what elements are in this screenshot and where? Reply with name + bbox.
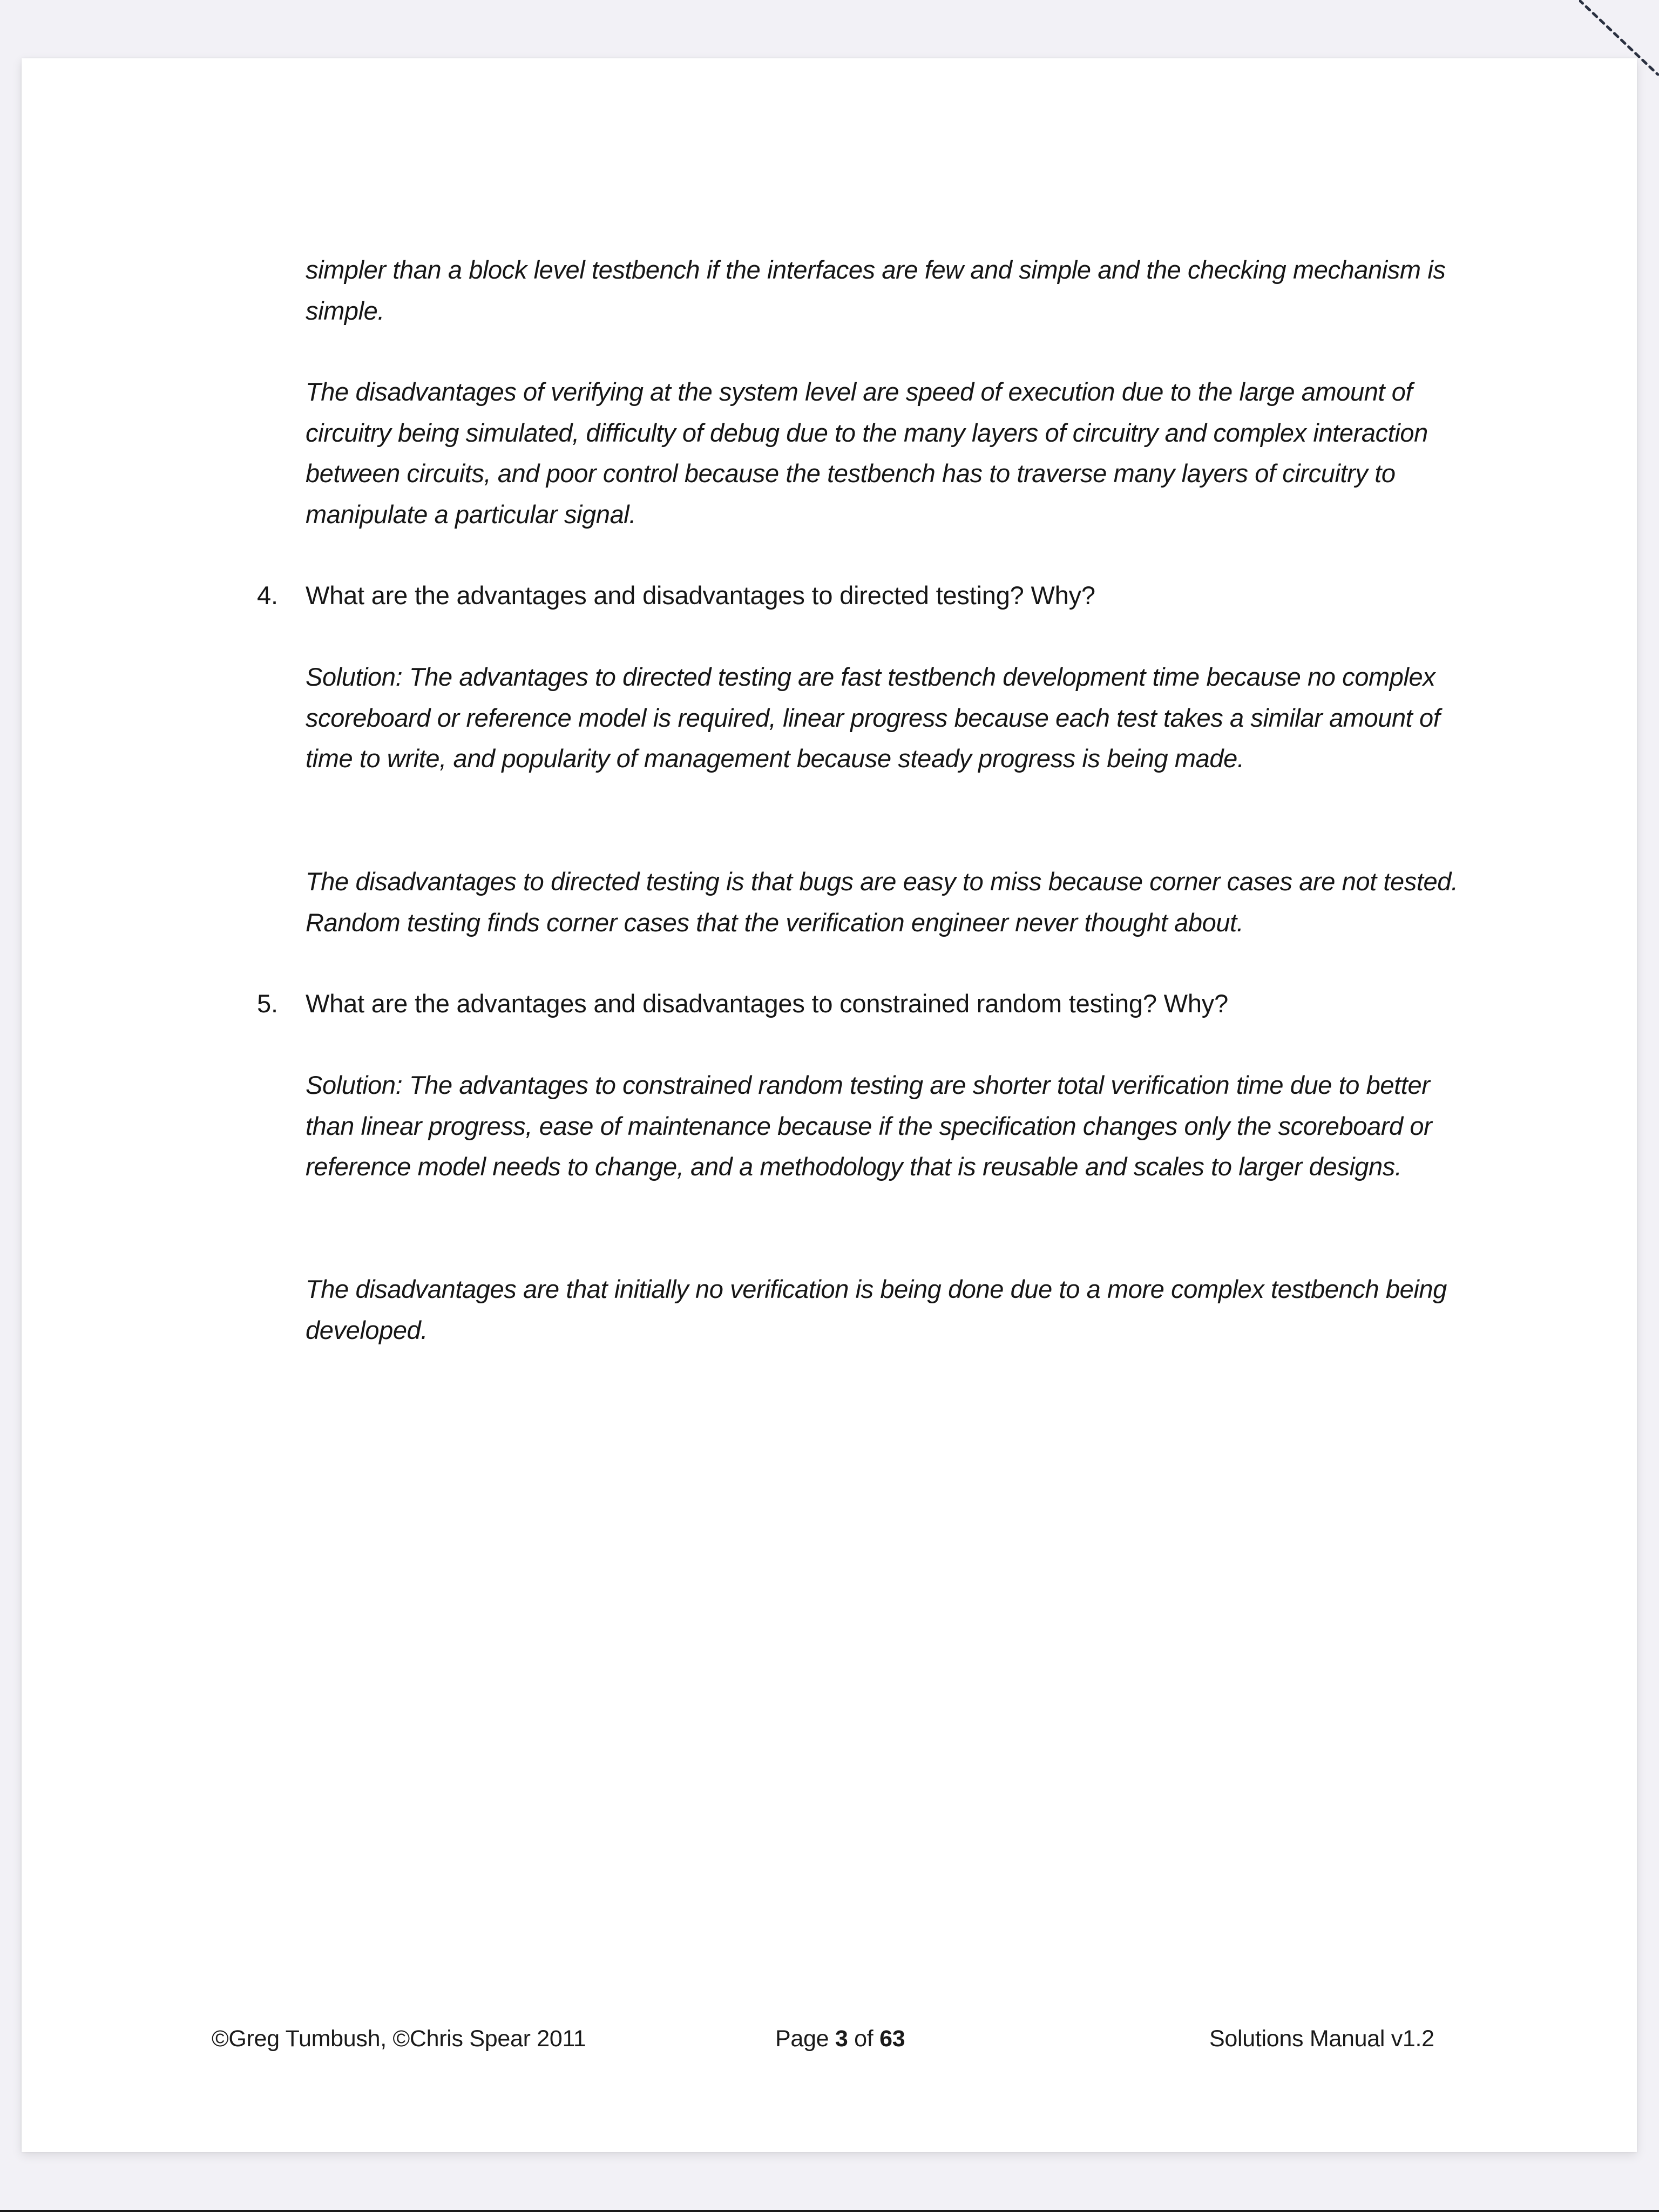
document-page	[22, 58, 1637, 2152]
question-4	[257, 575, 1499, 616]
question-4-followup: The disadvantages to directed testing is that bugs are easy to miss because corner cases are not tested. Random testing finds corner cases that the verification engineer never thought about.	[306, 867, 1458, 937]
bottom-edge	[0, 2210, 1659, 2212]
page-label: Page	[775, 2026, 829, 2052]
continued-paragraph-2: The disadvantages of verifying at the system level are speed of execution due to the large amount of circuitry being simulated, difficulty of debug due to the many layers of circuitry and complex interaction between circuits, and poor control because the testbench has to traverse many layers of circuitry to manipulate a particular signal.	[306, 377, 1428, 529]
footer-page-number	[775, 2026, 905, 2052]
footer-version: Solutions Manual v1.2	[1209, 2026, 1434, 2052]
question-5-number: 5.	[257, 989, 278, 1018]
question-5-followup: The disadvantages are that initially no verification is being done due to a more complex testbench being developed.	[306, 1275, 1447, 1344]
question-4-solution: Solution: The advantages to directed testing are fast testbench development time because no complex scoreboard or reference model is required, linear progress because each test takes a similar amount of time to write, and popularity of management because steady progress is being made.	[306, 662, 1440, 773]
page-current: 3	[835, 2026, 848, 2052]
question-4-text: What are the advantages and disadvantages to directed testing? Why?	[306, 581, 1095, 610]
question-5	[257, 983, 1499, 1024]
page-of-label: of	[854, 2026, 873, 2052]
question-4-number: 4.	[257, 581, 278, 610]
question-5-text: What are the advantages and disadvantages to constrained random testing? Why?	[306, 989, 1229, 1018]
footer-copyright: ©Greg Tumbush, ©Chris Spear 2011	[212, 2026, 586, 2052]
page-total: 63	[879, 2026, 905, 2052]
continued-paragraph-1: simpler than a block level testbench if the interfaces are few and simple and the checking mechanism is simple.	[306, 255, 1446, 325]
question-5-solution: Solution: The advantages to constrained random testing are shorter total verification time due to better than linear progress, ease of maintenance because if the specification changes only the scoreboard or reference model needs to change, and a methodology that is reusable and scales to larger designs.	[306, 1071, 1432, 1181]
